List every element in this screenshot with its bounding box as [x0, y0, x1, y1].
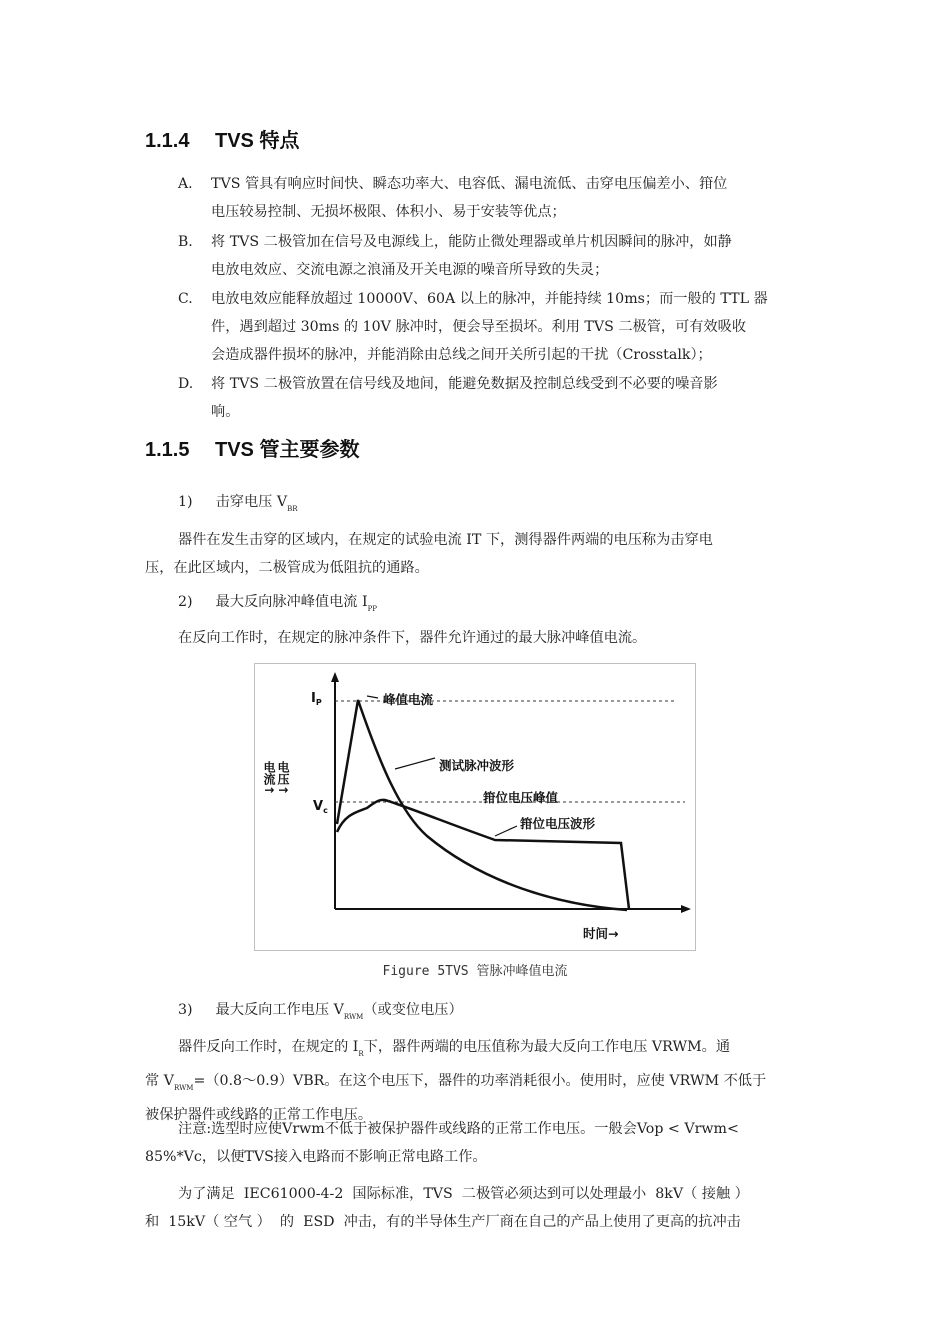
- leader-line: [495, 826, 517, 836]
- section-heading-1-1-5: [145, 433, 359, 462]
- text-line: 会造成器件损坏的脉冲，并能消除由总线之间开关所引起的干扰（Crosstalk）；: [211, 347, 712, 363]
- text-line: 被保护器件或线路的正常工作电压。: [145, 1107, 373, 1123]
- text-line: 电放电效应、交流电源之浪涌及开关电源的噪音所导致的失灵；: [211, 262, 609, 278]
- param-label: 最大反向工作电压 V: [215, 1002, 344, 1018]
- text-line: 器件在发生击穿的区域内，在规定的试验电流 IT 下，测得器件两端的电压称为击穿电: [178, 532, 713, 548]
- param-subscript: RWM: [343, 1013, 364, 1021]
- text-line: 和 15kV（ 空气 ） 的 ESD 冲击，有的半导体生产厂商在自己的产品上使用了更高的抗冲击: [145, 1214, 741, 1230]
- text-line: 响。: [211, 404, 240, 420]
- text-line: 压，在此区域内，二极管成为低阻抗的通路。: [145, 560, 429, 576]
- param-1-heading: [178, 488, 298, 523]
- text-line: 件，遇到超过 30ms 的 10V 脉冲时，便会导至损坏。利用 TVS 二极管，可有效吸收: [211, 319, 747, 335]
- vc-label: $V_c$: [313, 799, 328, 815]
- section-title: TVS 特点: [215, 130, 300, 152]
- figure-frame: [254, 663, 696, 951]
- param-label: 最大反向脉冲峰值电流 I: [215, 594, 368, 610]
- section-number: 1.1.4: [145, 130, 190, 152]
- test-pulse-waveform: [337, 700, 627, 910]
- list-marker-a: A.: [178, 176, 193, 192]
- time-axis-label: 时间→: [583, 926, 619, 941]
- y-axis-arrow: [331, 672, 339, 682]
- list-item-b: [211, 228, 811, 284]
- y-axis-label-current: 电流↑: [262, 761, 276, 796]
- list-marker-d: D.: [178, 376, 194, 392]
- list-marker-b: B.: [178, 234, 193, 250]
- list-item-c: [211, 285, 811, 369]
- section-number: 1.1.5: [145, 439, 190, 461]
- test-pulse-label: 测试脉冲波形: [439, 758, 515, 773]
- x-axis-arrow: [681, 905, 691, 913]
- section-title: TVS 管主要参数: [215, 439, 360, 461]
- figure-caption: Figure 5TVS 管脉冲峰值电流: [382, 964, 568, 979]
- param-subscript: PP: [367, 605, 378, 613]
- param-2-description: 在反向工作时，在规定的脉冲条件下，器件允许通过的最大脉冲峰值电流。: [178, 630, 647, 646]
- list-item-a: [211, 170, 811, 226]
- leader-line: [367, 696, 378, 698]
- y-axis-label-voltage: 电压↑: [276, 761, 290, 796]
- text-line: TVS 管具有响应时间快、瞬态功率大、电容低、漏电流低、击穿电压偏差小、箝位: [211, 176, 728, 192]
- list-item-d: [211, 370, 811, 426]
- param-number: 1): [178, 494, 193, 510]
- param-subscript: BR: [287, 505, 298, 513]
- text-line: 注意:选型时应使Vrwm不低于被保护器件或线路的正常工作电压。一般会Vop < Vrwm<: [178, 1121, 739, 1137]
- param-label-tail: （或变位电压）: [363, 1002, 463, 1018]
- leader-line: [395, 758, 435, 769]
- text-line: 常 $V_{RWM}=(0.8\sim 0.9)VBR$。在这个电压下，器件的功率消耗很小。使用时，应使 VRWM 不低于: [145, 1073, 767, 1092]
- param-number: 3): [178, 1002, 193, 1018]
- text-line: 将 TVS 二极管加在信号及电源线上，能防止微处理器或单片机因瞬间的脉冲，如静: [211, 234, 732, 250]
- text-line: 电压较易控制、无损坏极限、体积小、易于安装等优点；: [211, 204, 566, 220]
- peak-current-label: 峰值电流: [383, 692, 434, 707]
- esd-paragraph: [145, 1180, 825, 1236]
- param-label: 击穿电压 V: [215, 494, 288, 510]
- param-3-heading: [178, 996, 463, 1031]
- param-2-heading: [178, 588, 377, 623]
- text-line: 为了满足 IEC61000-4-2 国际标准，TVS 二极管必须达到可以处理最小 8kV（ 接触 ）: [178, 1186, 749, 1202]
- pulse-waveform-diagram: [255, 664, 695, 950]
- clamp-peak-label: 箝位电压峰值: [483, 790, 559, 805]
- note-paragraph: [145, 1115, 825, 1171]
- clamp-wave-label: 箝位电压波形: [520, 816, 596, 831]
- text-line: 将 TVS 二极管放置在信号线及地间，能避免数据及控制总线受到不必要的噪音影: [211, 376, 718, 392]
- list-marker-c: C.: [178, 291, 193, 307]
- text-line: 85%*Vc，以便TVS接入电路而不影响正常电路工作。: [145, 1149, 487, 1165]
- section-heading-1-1-4: [145, 124, 299, 153]
- text-line: 电放电效应能释放超过 10000V、60A 以上的脉冲，并能持续 10ms；而一般的 TTL 器: [211, 291, 768, 307]
- param-1-description: [145, 526, 811, 582]
- param-number: 2): [178, 594, 193, 610]
- text-line: 器件反向工作时，在规定的 $I_R$下，器件两端的电压值称为最大反向工作电压 VRWM。通: [178, 1039, 731, 1058]
- ip-label: $I_P$: [311, 691, 322, 707]
